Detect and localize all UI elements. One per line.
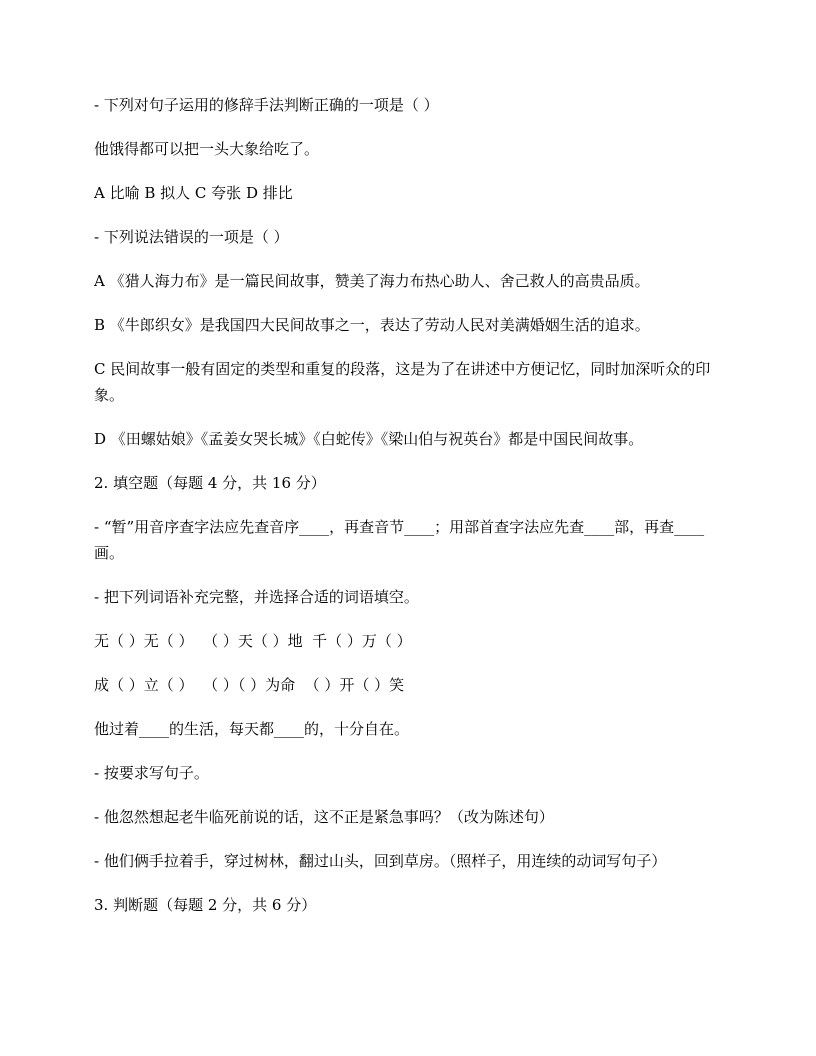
idiom-row-1: 无（ ）无（ ） （ ）天（ ）地 千（ ）万（ ）: [94, 632, 412, 650]
question-wrong-statement-prompt: - 下列说法错误的一项是（ ）: [94, 228, 289, 246]
question-rewrite-prompt: - 按要求写句子。: [94, 764, 209, 782]
section-true-false-heading: 3. 判断题（每题 2 分，共 6 分）: [94, 896, 317, 914]
question-rhetoric-sentence: 他饿得都可以把一头大象给吃了。: [94, 140, 320, 158]
idiom-fill-sentence: 他过着____的生活，每天都____的，十分自在。: [94, 720, 410, 738]
option-d: D 《田螺姑娘》《孟姜女哭长城》《白蛇传》《梁山伯与祝英台》都是中国民间故事。: [94, 430, 644, 448]
document-body: [94, 92, 726, 936]
section-fill-in-heading: 2. 填空题（每题 4 分，共 16 分）: [94, 474, 326, 492]
idiom-row-2: 成（ ）立（ ） （ ）（ ）为命 （ ）开（ ）笑: [94, 676, 405, 694]
option-b: B 《牛郎织女》是我国四大民间故事之一，表达了劳动人民对美满婚姻生活的追求。: [94, 316, 650, 334]
question-idiom-prompt: - 把下列词语补充完整，并选择合适的词语填空。: [94, 588, 419, 606]
rewrite-item-1: - 他忽然想起老牛临死前说的话，这不正是紧急事吗？（改为陈述句）: [94, 808, 554, 826]
rewrite-item-2: - 他们俩手拉着手，穿过树林，翻过山头，回到草房。（照样子，用连续的动词写句子）: [94, 852, 667, 870]
question-rhetoric-prompt: - 下列对句子运用的修辞手法判断正确的一项是（ ）: [94, 96, 439, 114]
question-dictionary-lookup: - “暂”用音序查字法应先查音序____，再查音节____；用部首查字法应先查____部，再查____画。: [94, 518, 705, 562]
option-c: C 民间故事一般有固定的类型和重复的段落，这是为了在讲述中方便记忆，同时加深听众的印象。: [94, 360, 711, 404]
question-rhetoric-options: A 比喻 B 拟人 C 夸张 D 排比: [94, 184, 293, 202]
option-a: A 《猎人海力布》是一篇民间故事，赞美了海力布热心助人、舍己救人的高贵品质。: [94, 272, 650, 290]
